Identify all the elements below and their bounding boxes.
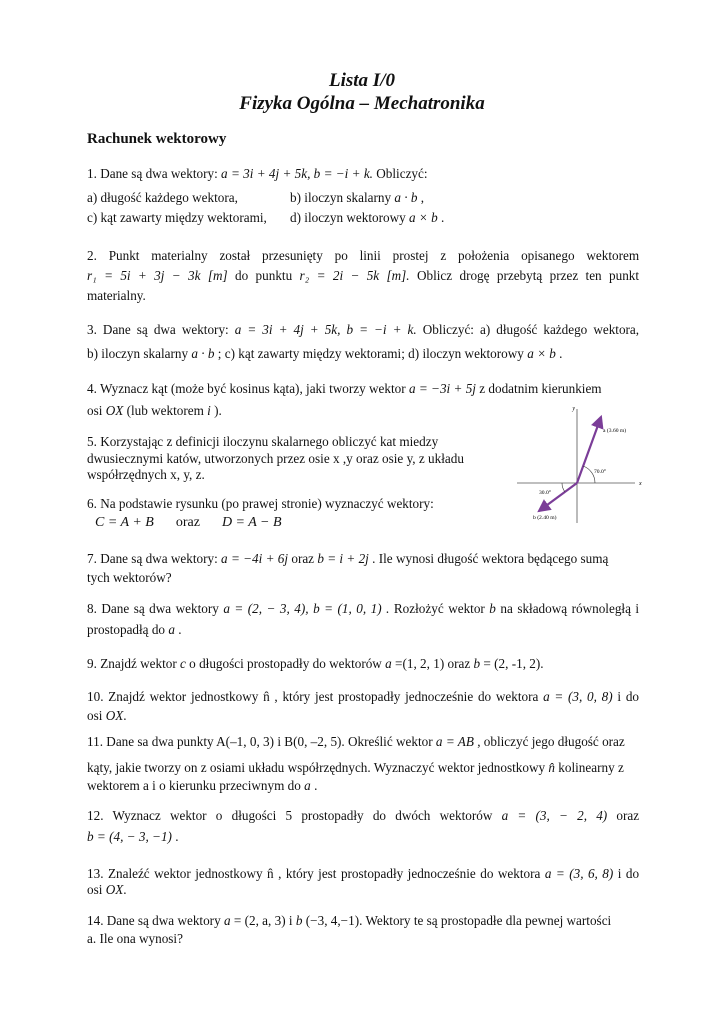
text-fragment: c [180, 656, 186, 671]
vector-a-label: a (3.60 m) [603, 428, 627, 434]
problem-14-line-1 [87, 913, 611, 929]
text-fragment: a [168, 622, 175, 637]
text-fragment: a · b [191, 346, 215, 361]
problem-14-line-2: a. Ile ona wynosi? [87, 931, 183, 946]
text-fragment: prostopadły [301, 808, 364, 823]
text-fragment: do [625, 866, 640, 881]
problem-4-line-1 [87, 381, 602, 397]
text-fragment: z dodatnim kierunkiem [475, 381, 602, 396]
text-fragment: prostopadły [338, 689, 401, 704]
text-fragment: są [133, 601, 145, 616]
text-fragment: b = i + 2j [317, 551, 369, 566]
text-fragment: oraz [288, 551, 318, 566]
text-fragment: do [372, 808, 387, 823]
text-fragment: dwóch [395, 808, 431, 823]
text-fragment: do [477, 689, 492, 704]
problem-3-line-1 [87, 322, 639, 338]
problem-12-line-2 [87, 829, 179, 845]
text-fragment: jest [315, 689, 334, 704]
document-title-line-2: Fizyka Ogólna – Mechatronika [239, 93, 485, 114]
y-axis-label: y [572, 406, 575, 412]
text-fragment: do [234, 268, 249, 283]
text-fragment: jednocześnie [407, 866, 476, 881]
text-fragment: a = 3i + 4j + 5k, [234, 322, 341, 337]
text-fragment: Dane [102, 322, 131, 337]
text-fragment: C = A + B [95, 515, 154, 530]
text-fragment: a) [480, 322, 491, 337]
text-fragment: 11. Dane sa dwa punkty A(–1, 0, 3) i B(0, –2, 5). Określić wektor [87, 734, 436, 749]
problem-11-line-1 [87, 734, 625, 750]
text-fragment: 12. [87, 808, 104, 823]
problem-13-line-2 [87, 882, 127, 898]
text-fragment: osi [87, 882, 106, 897]
text-fragment: wektor [169, 808, 207, 823]
text-fragment: a [385, 656, 392, 671]
vector-figure [515, 403, 651, 525]
text-fragment: wektory [175, 601, 219, 616]
text-fragment: jednostkowy n̂ , [190, 689, 278, 704]
text-fragment: równoległą [571, 601, 631, 616]
text-fragment: OX [105, 882, 124, 897]
text-fragment: długość [496, 322, 538, 337]
text-fragment: a × b [409, 210, 438, 225]
problem-7-line-2: tych wektorów? [87, 570, 172, 585]
text-fragment: długości [231, 808, 277, 823]
text-fragment: jest [318, 866, 337, 881]
text-fragment: b = (4, − 3, −1) [87, 829, 172, 844]
text-fragment: 3. [87, 322, 97, 337]
angle-b-label: 30.0° [539, 490, 552, 496]
problem-2-line-2 [87, 268, 639, 284]
text-fragment: drogę [459, 268, 490, 283]
text-fragment: b [295, 913, 303, 928]
text-fragment: i [635, 601, 640, 616]
text-fragment: . [174, 622, 182, 637]
text-fragment: OX [105, 708, 124, 723]
text-fragment: OX [105, 403, 124, 418]
text-fragment: (−3, 4,−1). Wektory te są prostopadłe dla pewnej wartości [302, 913, 612, 928]
vector-b-label: b (2.40 m) [533, 515, 557, 521]
text-fragment: a · b [394, 190, 418, 205]
text-fragment: a = −4i + 6j [221, 551, 289, 566]
text-fragment: linii [359, 248, 381, 263]
text-fragment: Punkt [108, 248, 140, 263]
text-fragment: r₂ = 2i − 5k [m]. [299, 268, 410, 283]
text-fragment: wektor [448, 601, 485, 616]
text-fragment: . [123, 882, 127, 897]
angle-a-label: 70.0° [594, 469, 607, 475]
text-fragment: i [617, 866, 622, 881]
text-fragment: został [219, 248, 251, 263]
text-fragment: wektorów [439, 808, 493, 823]
problem-1-line-2b [290, 190, 424, 206]
text-fragment: = (2, -1, 2). [480, 656, 544, 671]
text-fragment: 4. Wyznacz kąt (może być kosinus kąta), jaki tworzy wektor [87, 381, 409, 396]
text-fragment: 7. Dane są dwa wektory: [87, 551, 222, 566]
text-fragment: a = (3, − 2, 4) [501, 808, 608, 823]
text-fragment: b = −i + k. [346, 322, 417, 337]
text-fragment: . Ile wynosi długość wektora będącego sumą [368, 551, 609, 566]
text-fragment: a = AB [435, 734, 474, 749]
text-fragment: =(1, 2, 1) oraz [391, 656, 474, 671]
text-fragment: Oblicz [416, 268, 453, 283]
text-fragment: a = (2, − 3, 4), [223, 601, 309, 616]
text-fragment: b) iloczyn skalarny [87, 346, 192, 361]
problem-8-line-1 [87, 601, 639, 617]
text-fragment: dwa [153, 322, 176, 337]
text-fragment: . [123, 708, 127, 723]
text-fragment: przez [549, 268, 579, 283]
text-fragment: prostopadłą do [87, 622, 169, 637]
text-fragment: 13. [87, 866, 104, 881]
text-fragment: Znajdź [108, 689, 145, 704]
problem-3-line-2 [87, 346, 562, 362]
text-fragment: są [136, 322, 148, 337]
text-fragment: do [625, 689, 639, 704]
text-fragment: ). [210, 403, 222, 418]
text-fragment: ten [585, 268, 602, 283]
text-fragment: 5 [285, 808, 293, 823]
text-fragment: i [207, 403, 211, 418]
text-fragment: 1. Dane są dwa wektory: [87, 166, 222, 181]
problem-6-line-2 [95, 515, 282, 531]
text-fragment: jednocześnie [405, 689, 474, 704]
text-fragment: a = (3, 6, 8) [544, 866, 614, 881]
text-fragment: wektor [154, 866, 191, 881]
text-fragment: po [334, 248, 348, 263]
text-fragment: a [223, 913, 231, 928]
problem-10-line-1 [87, 689, 639, 705]
problem-1-line-3b [290, 210, 444, 226]
problem-1-line-3a: c) kąt zawarty między wektorami, [87, 210, 267, 225]
text-fragment: . [310, 778, 318, 793]
text-fragment: 14. Dane są dwa wektory [87, 913, 224, 928]
text-fragment: wektorem [586, 248, 640, 263]
text-fragment: , obliczyć jego długość oraz [473, 734, 625, 749]
text-fragment: materialny [151, 248, 208, 263]
text-fragment: D = A − B [221, 515, 282, 530]
text-fragment: ; c) kąt zawarty między wektorami; d) iloczyn wektorowy [214, 346, 528, 361]
text-fragment: dwa [149, 601, 172, 616]
problem-2-line-3: materialny. [87, 288, 146, 303]
vector-b-arrow [539, 483, 577, 511]
text-fragment: . [171, 829, 179, 844]
text-fragment: opisanego [521, 248, 575, 263]
problem-8-line-2 [87, 622, 182, 638]
text-fragment: b [473, 656, 481, 671]
text-fragment: Dane [101, 601, 130, 616]
text-fragment: 10. [87, 689, 104, 704]
text-fragment: oraz [616, 808, 640, 823]
problem-12-line-1 [87, 808, 639, 824]
text-fragment: a [304, 778, 311, 793]
problem-1-line-2a: a) długość każdego wektora, [87, 190, 238, 205]
text-fragment: wektor [149, 689, 187, 704]
text-fragment: 2. [87, 248, 97, 263]
text-fragment: przesunięty [262, 248, 323, 263]
text-fragment: d) iloczyn wektorowy [290, 210, 410, 225]
text-fragment: 9. Znajdź wektor [87, 656, 181, 671]
text-fragment: który [282, 689, 311, 704]
text-fragment: jednostkowy n̂ , [195, 866, 282, 881]
text-fragment: wektora, [593, 322, 640, 337]
text-fragment: b = (1, 0, 1) . [313, 601, 390, 616]
text-fragment: punkt [609, 268, 640, 283]
text-fragment: Rozłożyć [393, 601, 444, 616]
text-fragment: (lub wektorem [123, 403, 208, 418]
text-fragment: składową [517, 601, 568, 616]
text-fragment: o długości prostopadły do wektorów [185, 656, 386, 671]
problem-11-line-3 [87, 778, 317, 794]
problem-4-line-2 [87, 403, 222, 419]
text-fragment: a = (3, 0, 8) [543, 689, 613, 704]
text-fragment: = (2, a, 3) i [230, 913, 296, 928]
text-fragment: . [437, 210, 445, 225]
text-fragment: b [489, 601, 496, 616]
text-fragment: Obliczyć: [372, 166, 428, 181]
problem-6-line-1: 6. Na podstawie rysunku (po prawej stronie) wyznaczyć wektory: [87, 496, 434, 511]
text-fragment: wektory: [181, 322, 229, 337]
text-fragment: a × b [527, 346, 556, 361]
problem-10-line-2 [87, 708, 127, 724]
text-fragment: , [417, 190, 425, 205]
problem-13-line-1 [87, 866, 639, 882]
text-fragment: położenia [458, 248, 510, 263]
problem-1-line-1 [87, 166, 428, 182]
text-fragment: wektora [495, 689, 539, 704]
text-fragment: a = −3i + 5j [408, 381, 476, 396]
problem-5-line-3: współrzędnych x, y, z. [87, 467, 205, 482]
text-fragment: każdego [543, 322, 588, 337]
text-fragment: wektora [497, 866, 541, 881]
section-heading: Rachunek wektorowy [87, 131, 227, 147]
text-fragment: . [555, 346, 563, 361]
text-fragment: Znaleźć [107, 866, 150, 881]
text-fragment: r₁ = 5i + 3j − 3k [m] [87, 268, 228, 283]
text-fragment: b) iloczyn skalarny [290, 190, 395, 205]
text-fragment: na [500, 601, 513, 616]
text-fragment: prostopadły [340, 866, 404, 881]
text-fragment: z [440, 248, 447, 263]
text-fragment: osi [87, 708, 106, 723]
text-fragment: prostej [392, 248, 429, 263]
text-fragment: kąty, jakie tworzy on z osiami układu współrzędnych. Wyznaczyć wektor jednostkowy [87, 760, 549, 775]
text-fragment: osi [87, 403, 106, 418]
problem-9-line-1 [87, 656, 544, 672]
text-fragment: kolinearny z [554, 760, 624, 775]
text-fragment: wektorem a i o kierunku przeciwnym do [87, 778, 305, 793]
text-fragment: oraz [175, 515, 200, 530]
text-fragment: i [617, 689, 622, 704]
x-axis-label: x [639, 481, 642, 487]
text-fragment: Obliczyć: [422, 322, 474, 337]
problem-1-vectors: a = 3i + 4j + 5k, b = −i + k. [221, 166, 373, 181]
text-fragment: n̂ [548, 760, 555, 775]
text-fragment: 8. [87, 601, 97, 616]
angle-b-arc [562, 483, 565, 492]
problem-11-line-2 [87, 760, 624, 776]
text-fragment: o [215, 808, 223, 823]
problem-2-line-1 [87, 248, 639, 264]
problem-5-line-2: dwusiecznymi katów, utworzonych przez osie x ,y oraz osie y, z układu [87, 451, 464, 466]
text-fragment: który [285, 866, 314, 881]
text-fragment: Wyznacz [112, 808, 161, 823]
text-fragment: punktu [255, 268, 293, 283]
text-fragment: przebytą [496, 268, 543, 283]
text-fragment: do [480, 866, 494, 881]
document-title-line-1: Lista I/0 [329, 70, 395, 91]
problem-7-line-1 [87, 551, 608, 567]
problem-5-line-1: 5. Korzystając z definicji iloczynu skalarnego obliczyć kat miedzy [87, 434, 439, 449]
